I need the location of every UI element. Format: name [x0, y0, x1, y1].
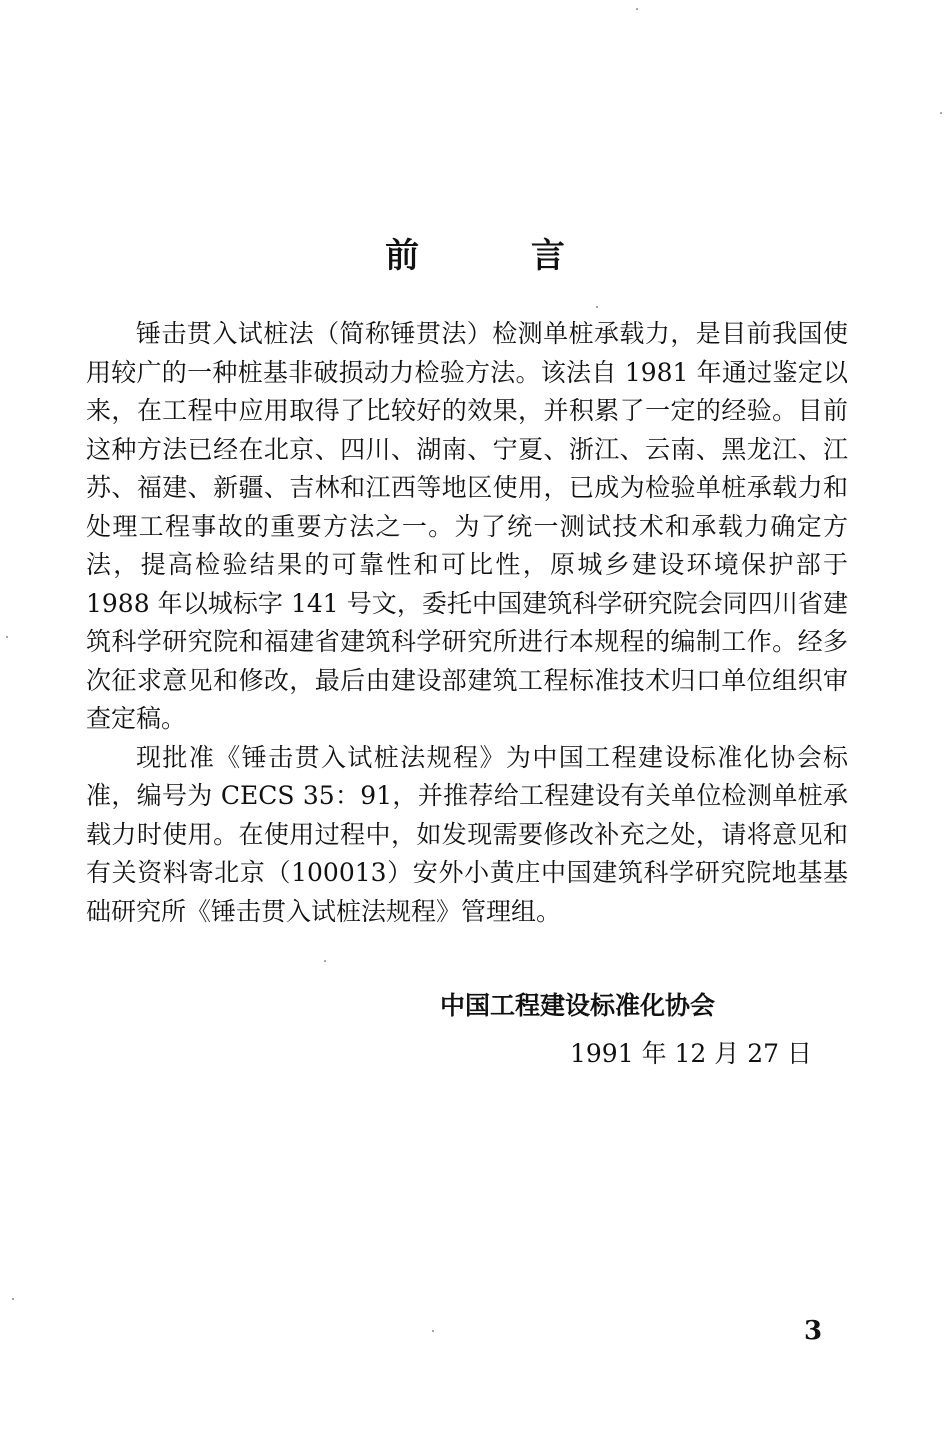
signature-block — [440, 986, 860, 1074]
scan-speck — [6, 636, 8, 638]
signature-organization: 中国工程建设标准化协会 — [440, 991, 716, 1020]
page-number: 3 — [804, 1316, 823, 1346]
scan-speck — [636, 8, 638, 10]
preface-paragraph-1: 锤击贯入试桩法（简称锤贯法）检测单桩承载力，是目前我国使用较广的一种桩基非破损动力检验方法。该法自 1981 年通过鉴定以来，在工程中应用取得了比较好的效果，并积累了一定的经验。目前这种方法已经在北京、四川、湖南、宁夏、浙江、云南、黑龙江、江苏、福建、新疆、吉林和江西等地区使用，已成为检验单桩承载力和处理工程事故的重要方法之一。为了统一测试技术和承载力确定方法，提高检验结果的可靠性和可比性，原城乡建设环境保护部于 1988 年以城标字 141 号文，委托中国建筑科学研究院会同四川省建筑科学研究院和福建省建筑科学研究所进行本规程的编制工作。经多次征求意见和修改，最后由建设部建筑工程标准技术归口单位组织审查定稿。 — [86, 319, 848, 733]
scan-speck — [12, 1298, 14, 1300]
signature-date: 1991 年 12 月 27 日 — [570, 1039, 812, 1068]
preface-paragraph-2: 现批准《锤击贯入试桩法规程》为中国工程建设标准化协会标准，编号为 CECS 35：91，并推荐给工程建设有关单位检测单桩承载力时使用。在使用过程中，如发现需要修改补充之处，请将意见和有关资料寄北京（100013）安外小黄庄中国建筑科学研究院地基基础研究所《锤击贯入试桩法规程》管理组。 — [86, 742, 848, 926]
preface-body — [86, 315, 848, 931]
scan-speck — [596, 306, 598, 308]
scan-speck — [324, 960, 326, 962]
page-title: 前 言 — [385, 236, 615, 276]
scan-speck — [432, 1330, 434, 1332]
scan-speck — [940, 112, 942, 114]
